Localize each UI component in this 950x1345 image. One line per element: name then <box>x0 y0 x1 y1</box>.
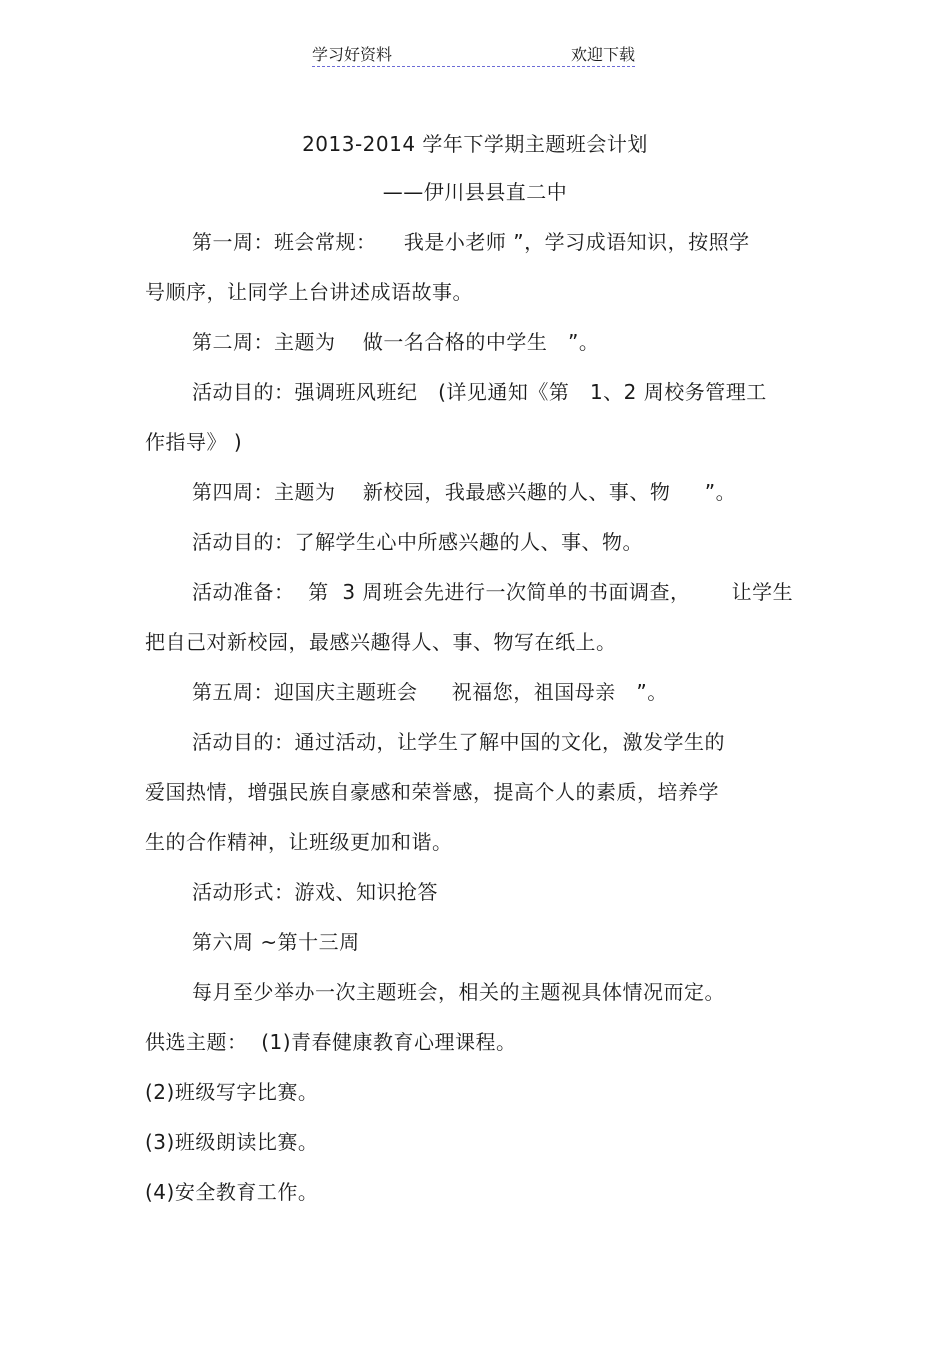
header-left-text: 学习好资料 <box>312 45 393 64</box>
paragraph-line: 第五周：迎国庆主题班会 祝福您，祖国母亲 ”。 <box>192 680 668 704</box>
document-title: 2013-2014 学年下学期主题班会计划 <box>302 132 648 156</box>
header-right-text: 欢迎下载 <box>570 45 635 64</box>
paragraph-line: 活动目的：强调班风班纪 (详见通知《第 1、2 周校务管理工 <box>192 380 767 404</box>
paragraph-line: 活动形式：游戏、知识抢答 <box>192 880 438 904</box>
paragraph-line: 作指导》 ) <box>145 430 243 454</box>
paragraph-line: 第一周：班会常规： 我是小老师 ”，学习成语知识，按照学 <box>192 230 750 254</box>
paragraph-line: (4)安全教育工作。 <box>145 1180 319 1204</box>
paragraph-line: (3)班级朗读比赛。 <box>145 1130 319 1154</box>
paragraph-line: 活动准备： 第 3 周班会先进行一次简单的书面调查， 让学生 <box>192 580 794 604</box>
paragraph-line: 供选主题： (1)青春健康教育心理课程。 <box>145 1030 517 1054</box>
paragraph-line: 每月至少举办一次主题班会，相关的主题视具体情况而定。 <box>192 980 725 1004</box>
paragraph-line: 生的合作精神，让班级更加和谐。 <box>145 830 453 854</box>
paragraph-line: 第二周：主题为 做一名合格的中学生 ”。 <box>192 330 600 354</box>
paragraph-line: (2)班级写字比赛。 <box>145 1080 319 1104</box>
paragraph-line: 号顺序，让同学上台讲述成语故事。 <box>145 280 473 304</box>
document-subtitle: ——伊川县县直二中 <box>382 180 568 204</box>
paragraph-line: 活动目的：通过活动，让学生了解中国的文化，激发学生的 <box>192 730 725 754</box>
paragraph-line: 爱国热情，增强民族自豪感和荣誉感，提高个人的素质，培养学 <box>145 780 719 804</box>
paragraph-line: 把自己对新校园，最感兴趣得人、事、物写在纸上。 <box>145 630 617 654</box>
paragraph-line: 第四周：主题为 新校园，我最感兴趣的人、事、物 ”。 <box>192 480 737 504</box>
paragraph-line: 第六周 ~第十三周 <box>192 930 360 954</box>
paragraph-line: 活动目的：了解学生心中所感兴趣的人、事、物。 <box>192 530 643 554</box>
